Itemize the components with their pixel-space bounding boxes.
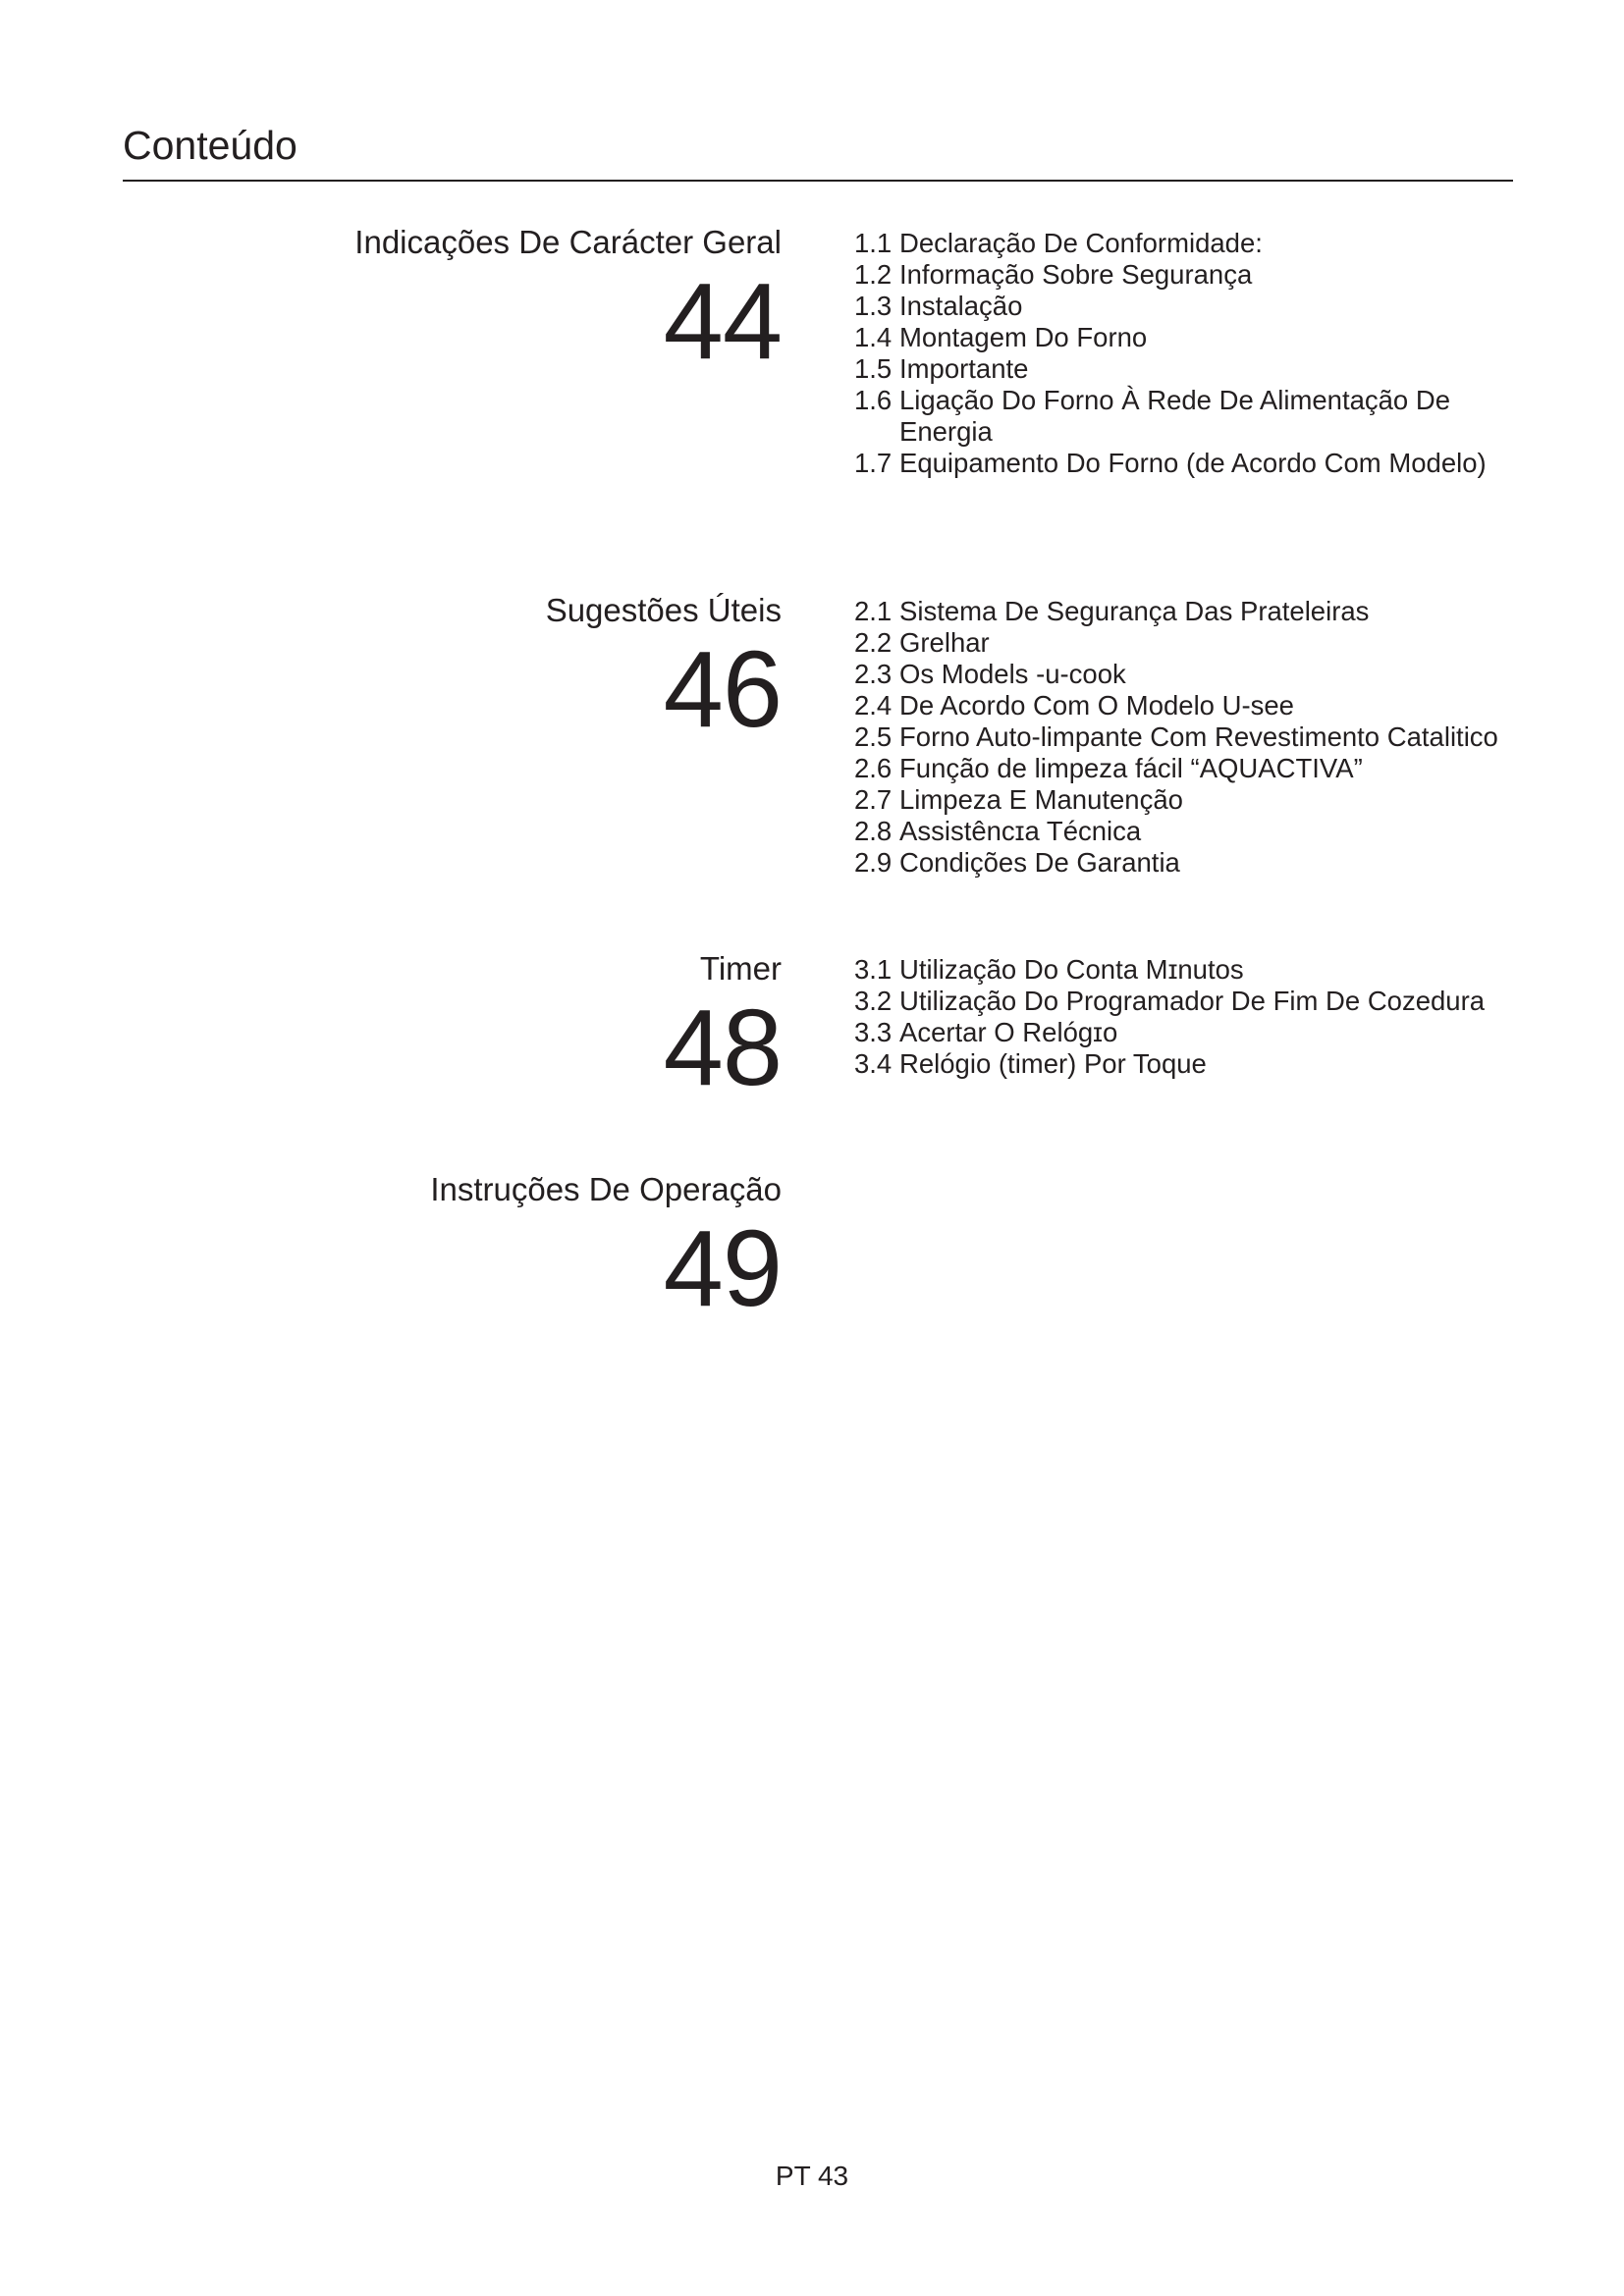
- toc-item: [854, 353, 1542, 385]
- toc-item: [854, 986, 1542, 1017]
- toc-item-number: 1.2: [854, 259, 893, 290]
- toc-item-text: Função de limpeza fácil “AQUACTIVA”: [899, 753, 1363, 783]
- section-title: Instruções De Operação: [430, 1171, 782, 1207]
- toc-item-number: 1.1: [854, 228, 893, 258]
- toc-item-text: Forno Auto-limpante Com Revestimento Catalitico: [899, 721, 1498, 752]
- section-item-list: [854, 596, 1542, 879]
- toc-item-number: 3.1: [854, 954, 893, 985]
- toc-item-number: 2.4: [854, 690, 893, 721]
- toc-item-number: 2.5: [854, 721, 893, 752]
- toc-item: [854, 322, 1542, 353]
- toc-item-number: 1.3: [854, 291, 893, 321]
- toc-item: [854, 659, 1542, 690]
- toc-item-text: Montagem Do Forno: [899, 322, 1148, 352]
- toc-item-text: Equipamento Do Forno (de Acordo Com Modelo): [899, 448, 1487, 478]
- toc-item-text: Utilização Do Programador De Fim De Cozedura: [899, 986, 1486, 1016]
- toc-item-number: 1.4: [854, 322, 893, 352]
- toc-item-number: 2.3: [854, 659, 893, 689]
- toc-item: [854, 627, 1542, 659]
- toc-item: [854, 753, 1542, 784]
- section-title: Timer: [699, 950, 782, 987]
- section-item-list: [854, 228, 1542, 479]
- toc-item: [854, 228, 1542, 259]
- section-page-number: 44: [663, 261, 782, 382]
- toc-item-text: Informação Sobre Segurança: [899, 259, 1253, 290]
- section-page-number: 48: [663, 988, 782, 1108]
- toc-item-number: 3.2: [854, 986, 893, 1016]
- section-title: Indicações De Carácter Geral: [354, 224, 782, 260]
- toc-item: [854, 448, 1542, 479]
- section-title: Sugestões Úteis: [545, 592, 782, 628]
- toc-item-number: 1.5: [854, 353, 893, 384]
- toc-item-text: Condições De Garantia: [899, 847, 1180, 878]
- section-page-number: 49: [663, 1208, 782, 1329]
- toc-item: [854, 784, 1542, 816]
- toc-item-number: 1.6: [854, 385, 893, 415]
- section-page-number: 46: [663, 629, 782, 750]
- toc-item: [854, 1017, 1542, 1048]
- toc-item: [854, 721, 1542, 753]
- section-item-list: [854, 954, 1542, 1080]
- toc-item: [854, 816, 1542, 847]
- toc-item-text: Assistêncɪa Técnica: [899, 816, 1142, 846]
- toc-item: [854, 690, 1542, 721]
- toc-item-number: 2.7: [854, 784, 893, 815]
- toc-item-text: Ligação Do Forno À Rede De Alimentação De Energia: [899, 385, 1451, 447]
- toc-item: [854, 847, 1542, 879]
- toc-item-number: 2.2: [854, 627, 893, 658]
- toc-item-text: Acertar O Relógɪo: [899, 1017, 1118, 1047]
- toc-item-text: Grelhar: [899, 627, 990, 658]
- toc-item: [854, 385, 1542, 448]
- toc-item-number: 3.3: [854, 1017, 893, 1047]
- toc-item: [854, 291, 1542, 322]
- heading-divider: [123, 180, 1513, 182]
- toc-item-text: Importante: [899, 353, 1029, 384]
- toc-item-number: 2.1: [854, 596, 893, 626]
- toc-item-text: Os Models -u-cook: [899, 659, 1126, 689]
- toc-item-text: Relógio (timer) Por Toque: [899, 1048, 1207, 1079]
- toc-item: [854, 1048, 1542, 1080]
- toc-item-text: Sistema De Segurança Das Prateleiras: [899, 596, 1370, 626]
- toc-item: [854, 596, 1542, 627]
- toc-item-text: Declaração De Conformidade:: [899, 228, 1263, 258]
- toc-item-number: 2.6: [854, 753, 893, 783]
- toc-item-text: Instalação: [899, 291, 1023, 321]
- toc-item-text: Limpeza E Manutenção: [899, 784, 1183, 815]
- toc-item-text: Utilização Do Conta Mɪnutos: [899, 954, 1244, 985]
- toc-item-number: 2.8: [854, 816, 893, 846]
- toc-item-text: De Acordo Com O Modelo U-see: [899, 690, 1294, 721]
- toc-item: [854, 259, 1542, 291]
- page-title: Conteúdo: [123, 123, 298, 168]
- toc-item-number: 2.9: [854, 847, 893, 878]
- toc-item: [854, 954, 1542, 986]
- toc-item-number: 3.4: [854, 1048, 893, 1079]
- toc-item-number: 1.7: [854, 448, 893, 478]
- page-footer-number: PT 43: [775, 2161, 849, 2191]
